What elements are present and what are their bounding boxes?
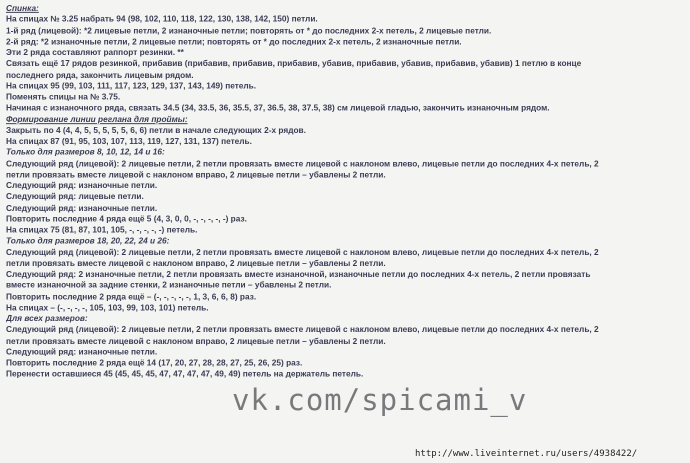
text-line: Закрыть по 4 (4, 4, 5, 5, 5, 5, 5, 6, 6) петли в начале следующих 2-х рядов.	[6, 124, 306, 135]
text-line: Перенести оставшиеся 45 (45, 45, 45, 47, 47, 47, 47, 49, 49) петель на держатель петель.	[6, 368, 364, 379]
pattern-text	[6, 3, 686, 380]
text-line: Следующий ряд (лицевой): 2 лицевые петли, 2 петли провязать вместе лицевой с наклоном влево, лицевые петли до последних 4-х петель, 2	[6, 324, 599, 335]
source-url: http://www.liveinternet.ru/users/4938422/	[415, 449, 638, 459]
text-line: На спицах № 3.25 набрать 94 (98, 102, 110, 118, 122, 130, 138, 142, 150) петли.	[6, 14, 318, 24]
text-line: Следующий ряд: изнаночные петли.	[6, 346, 158, 357]
text-line: петли провязать вместе лицевой с наклоном вправо, 2 лицевые петли – убавлены 2 петли.	[6, 257, 386, 268]
text-line: На спицах 87 (91, 95, 103, 107, 113, 119, 127, 131, 137) петель.	[6, 135, 252, 146]
section-heading: Для всех размеров:	[6, 313, 88, 324]
text-line: Следующий ряд (лицевой): 2 лицевые петли, 2 петли провязать вместе лицевой с наклоном влево, лицевые петли до последних 4-х петель, 2	[6, 158, 599, 168]
section-heading: Только для размеров 18, 20, 22, 24 и 26:	[6, 235, 170, 246]
text-line: Следующий ряд: 2 изнаночные петли, 2 петли провязать вместе изнаночной, изнаночные петли до последних 4-х петель, 2 петли провязать	[6, 268, 591, 279]
section-heading: Только для размеров 8, 10, 12, 14 и 16:	[6, 147, 165, 157]
text-line: вместе изнаночной за задние стенки, 2 изнаночные петли – убавлены 2 петли.	[6, 280, 332, 290]
text-line: Следующий ряд: изнаночные петли.	[6, 202, 158, 213]
text-line: 1-й ряд (лицевой): *2 лицевые петли, 2 изнаночные петли; повторять от * до последних 2-х петель, 2 лицевые петли.	[6, 25, 492, 36]
text-line: Повторить последние 4 ряда ещё 5 (4, 3, 0, 0, -, -, -, -, -) раз.	[6, 213, 247, 224]
text-line: Следующий ряд (лицевой): 2 лицевые петли, 2 петли провязать вместе лицевой с наклоном влево, лицевые петли до последних 4-х петель, 2	[6, 246, 599, 257]
text-line: Начиная с изнаночного ряда, связать 34.5 (34, 33.5, 36, 35.5, 37, 36.5, 38, 37.5, 38) см лицевой гладью, закончить изнаночным рядом.	[6, 102, 550, 113]
text-line: На спицах 95 (99, 103, 111, 117, 123, 129, 137, 143, 149) петель.	[6, 80, 257, 91]
text-line: петли провязать вместе лицевой с наклоном вправо, 2 лицевые петли – убавлены 2 петли.	[6, 169, 386, 180]
text-line: Следующий ряд: изнаночные петли.	[6, 180, 158, 191]
section-heading: Спинка:	[6, 3, 39, 13]
text-line: Повторить последние 2 ряда ещё 14 (17, 20, 27, 28, 28, 27, 25, 26, 25) раз.	[6, 357, 303, 368]
text-line: На спицах – (-, -, -, -, 105, 103, 99, 103, 101) петель.	[6, 302, 209, 313]
text-line: Повторить последние 2 ряда ещё – (-, -, -, -, -, 1, 3, 6, 6, 8) раз.	[6, 291, 257, 301]
text-line: 2-й ряд: *2 изнаночные петли, 2 лицевые петли; повторять от * до последних 2-х петель, 2 изнаночные петли.	[6, 36, 462, 47]
section-heading: Формирование линии реглана для проймы:	[6, 113, 188, 124]
text-line: петли провязать вместе лицевой с наклоном вправо, 2 лицевые петли – убавлены 2 петли.	[6, 335, 386, 346]
text-line: Эти 2 ряда составляют раппорт резинки. **	[6, 47, 184, 58]
text-line: Следующий ряд: лицевые петли.	[6, 191, 144, 202]
text-line: Связать ещё 17 рядов резинкой, прибавив (прибавив, прибавив, прибавив, убавив, прибавив, убавив, прибавив, убавив) 1 петлю в конце	[6, 58, 582, 69]
text-line: Поменять спицы на № 3.75.	[6, 91, 121, 102]
watermark: vk.com/spicami_v	[232, 383, 528, 417]
text-line: последнего ряда, закончить лицевым рядом.	[6, 69, 194, 80]
text-line: На спицах 75 (81, 87, 101, 105, -, -, -, -, -) петель.	[6, 224, 198, 235]
